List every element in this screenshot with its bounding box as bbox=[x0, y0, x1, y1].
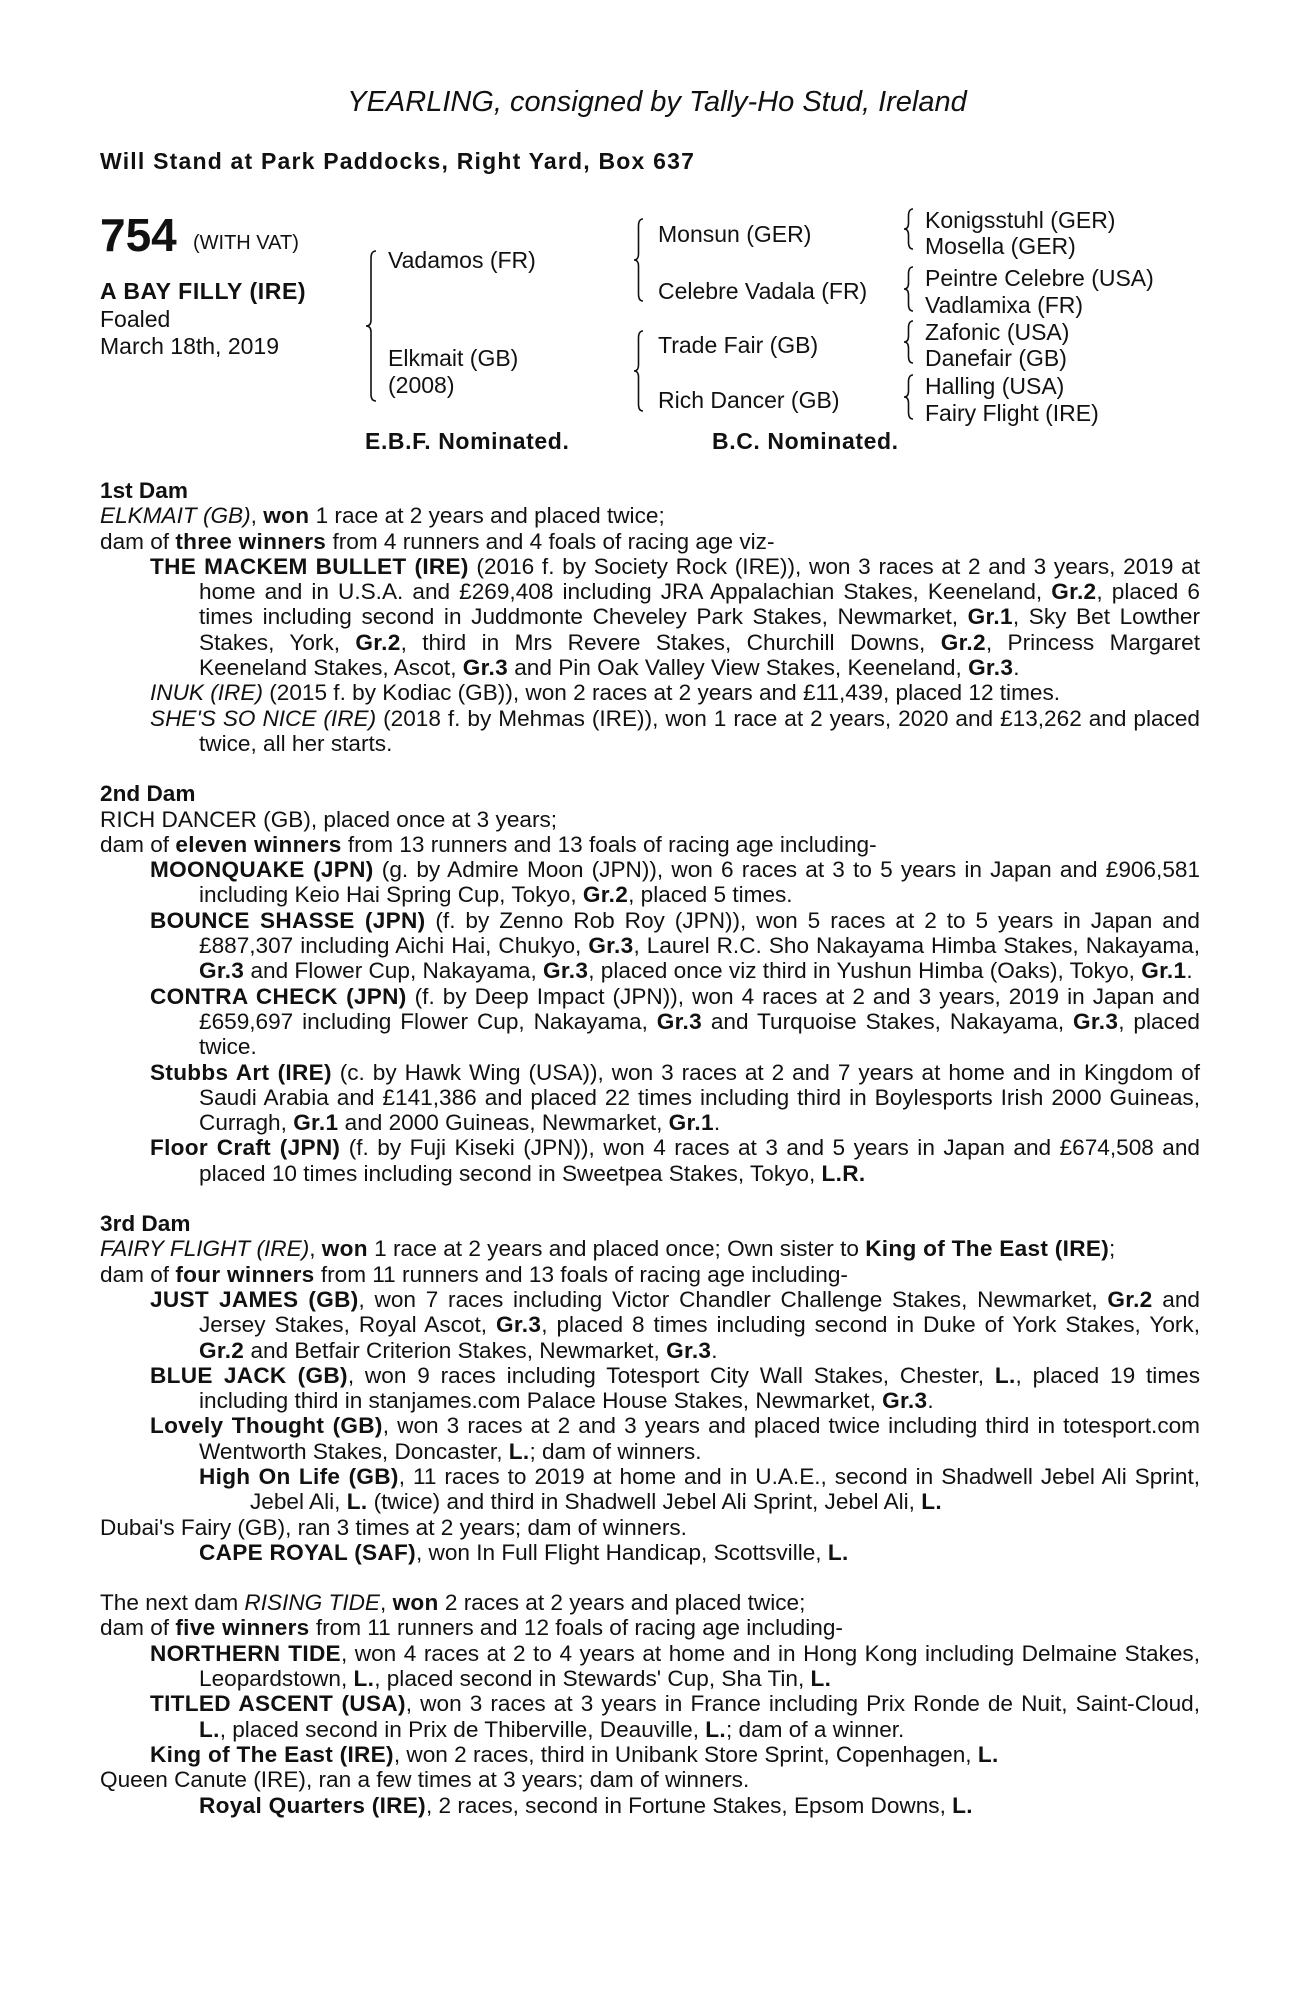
horse-name: A BAY FILLY (IRE) bbox=[100, 278, 307, 304]
progeny-entry bbox=[100, 1262, 1200, 1287]
gen3-ancestor: Vadlamixa (FR) bbox=[925, 292, 1084, 318]
bold-text: THE MACKEM BULLET (IRE) bbox=[150, 553, 469, 579]
bold-text: BLUE JACK (GB) bbox=[150, 1362, 348, 1388]
progeny-entry bbox=[100, 1590, 1200, 1615]
text: and Jersey Stakes, Royal Ascot, bbox=[199, 1286, 1200, 1338]
dam-section bbox=[100, 1211, 1200, 1565]
text: , third in Mrs Revere Stakes, Churchill Downs, bbox=[400, 629, 941, 655]
progeny-entry bbox=[100, 1363, 1200, 1414]
text: , won In Full Flight Handicap, Scottsville, bbox=[415, 1539, 828, 1565]
text: , Sky Bet Lowther Stakes, York, bbox=[199, 604, 1200, 655]
progeny-entry bbox=[100, 554, 1200, 680]
bold-text: L. bbox=[921, 1489, 942, 1515]
text: Dubai's Fairy (GB), ran 3 times at 2 years; dam of winners. bbox=[100, 1514, 687, 1540]
progeny-entry bbox=[100, 1236, 1200, 1261]
progeny-entry bbox=[100, 1540, 1200, 1565]
progeny-entry bbox=[100, 857, 1200, 908]
text: dam of bbox=[100, 528, 176, 554]
bold-text: King of The East (IRE) bbox=[865, 1236, 1110, 1262]
brace-dam-line bbox=[634, 330, 647, 412]
text: from 11 runners and 12 foals of racing age including- bbox=[309, 1615, 843, 1641]
text: , placed twice. bbox=[199, 1008, 1200, 1060]
text: RICH DANCER (GB), placed once at 3 years; bbox=[100, 806, 558, 832]
progeny-entry bbox=[100, 832, 1200, 857]
text: 1 race at 2 years and placed twice; bbox=[309, 503, 665, 529]
text: , placed 6 times including second in Juddmonte Cheveley Park Stakes, Newmarket, bbox=[199, 579, 1200, 630]
text: , Princess Margaret Keeneland Stakes, Ascot, bbox=[199, 629, 1201, 681]
text: (2016 f. by Society Rock (IRE)), won 3 races at 2 and 3 years, 2019 at home and in U.S.A. and £269,408 including JRA Appalachian Stakes, Keeneland, bbox=[199, 553, 1200, 605]
italic-text: ELKMAIT (GB) bbox=[100, 503, 251, 529]
bold-text: High On Life (GB) bbox=[199, 1463, 399, 1489]
brace-gen3 bbox=[904, 320, 917, 364]
progeny-entry bbox=[100, 1641, 1200, 1692]
bold-text: Gr.3 bbox=[666, 1337, 712, 1363]
dam-sire: Trade Fair (GB) bbox=[658, 332, 819, 358]
text: , placed second in Prix de Thiberville, Deauville, bbox=[219, 1716, 706, 1742]
progeny-entry bbox=[100, 1287, 1200, 1363]
progeny-entry bbox=[100, 1464, 1200, 1515]
text: and 2000 Guineas, Newmarket, bbox=[338, 1110, 669, 1136]
text: , bbox=[309, 1236, 322, 1262]
text: . bbox=[1013, 655, 1020, 681]
bold-text: Gr.2 bbox=[355, 629, 401, 655]
text: and Pin Oak Valley View Stakes, Keeneland, bbox=[507, 655, 969, 681]
text: . bbox=[711, 1337, 718, 1363]
text: . bbox=[713, 1110, 721, 1136]
progeny-entry bbox=[100, 1615, 1200, 1640]
bold-text: Gr.3 bbox=[543, 958, 589, 984]
text: dam of bbox=[100, 1261, 176, 1287]
text: (2015 f. by Kodiac (GB)), won 2 races at 2 years and £11,439, placed 12 times. bbox=[262, 680, 1061, 706]
text: . bbox=[927, 1388, 934, 1414]
text: (f. by Zenno Rob Roy (JPN)), won 5 races at 2 to 5 years in Japan and £887,307 including Aichi Hai, Chukyo, bbox=[199, 907, 1201, 959]
bold-text: Lovely Thought (GB) bbox=[150, 1413, 383, 1439]
bold-text: L. bbox=[827, 1539, 849, 1565]
bold-text: Gr.2 bbox=[582, 882, 629, 908]
bold-text: Gr.2 bbox=[940, 629, 986, 655]
text: from 13 runners and 13 foals of racing age including- bbox=[341, 831, 877, 857]
brace-sire-dam bbox=[366, 250, 380, 402]
text: , 2 races, second in Fortune Stakes, Epsom Downs, bbox=[425, 1792, 953, 1818]
text: Queen Canute (IRE), ran a few times at 3 years; dam of winners. bbox=[100, 1767, 750, 1793]
text: and Turquoise Stakes, Nakayama, bbox=[701, 1008, 1074, 1034]
text: , won 3 races at 3 years in France including Prix Ronde de Nuit, Saint-Cloud, bbox=[405, 1691, 1201, 1717]
section-heading: 1st Dam bbox=[100, 478, 188, 503]
text: , placed second in Stewards' Cup, Sha Tin, bbox=[374, 1666, 811, 1692]
italic-text: INUK (IRE) bbox=[150, 680, 263, 706]
bold-text: five winners bbox=[175, 1615, 310, 1641]
vat-note: (WITH VAT) bbox=[193, 232, 299, 254]
sire-sire: Monsun (GER) bbox=[658, 221, 812, 247]
gen3-ancestor: Danefair (GB) bbox=[925, 345, 1067, 371]
bc-nominated: B.C. Nominated. bbox=[712, 428, 899, 454]
gen3-ancestor: Zafonic (USA) bbox=[925, 319, 1070, 345]
progeny-entry bbox=[100, 503, 1200, 528]
brace-gen3 bbox=[904, 374, 917, 420]
text: . bbox=[1186, 958, 1193, 984]
bold-text: MOONQUAKE (JPN) bbox=[150, 857, 374, 883]
text: , placed once viz third in Yushun Himba (Oaks), Tokyo, bbox=[588, 958, 1142, 984]
gen3-ancestor: Peintre Celebre (USA) bbox=[925, 265, 1154, 291]
dam-year: (2008) bbox=[388, 372, 455, 398]
text: 1 race at 2 years and placed once; Own sister to bbox=[367, 1236, 866, 1262]
bold-text: Royal Quarters (IRE) bbox=[199, 1792, 426, 1818]
foaled-label: Foaled bbox=[100, 306, 171, 332]
text: ; dam of winners. bbox=[529, 1438, 702, 1464]
text: (g. by Admire Moon (JPN)), won 6 races at 3 to 5 years in Japan and £906,581 including Keio Hai Spring Cup, Tokyo, bbox=[199, 857, 1201, 908]
italic-text: SHE'S SO NICE (IRE) bbox=[150, 705, 377, 731]
text: , placed 19 times including third in stanjames.com Palace House Stakes, Newmarket, bbox=[199, 1362, 1200, 1414]
text: (twice) and third in Shadwell Jebel Ali Sprint, Jebel Ali, bbox=[367, 1489, 922, 1515]
bold-text: NORTHERN TIDE bbox=[150, 1640, 341, 1666]
progeny-entry bbox=[100, 908, 1200, 984]
text: 2 races at 2 years and placed twice; bbox=[438, 1590, 806, 1616]
italic-text: FAIRY FLIGHT (IRE) bbox=[100, 1236, 310, 1262]
bold-text: four winners bbox=[175, 1261, 315, 1287]
bold-text: Gr.2 bbox=[1107, 1286, 1153, 1312]
foaled-date: March 18th, 2019 bbox=[100, 333, 280, 359]
bold-text: Gr.3 bbox=[462, 655, 508, 681]
bold-text: L. bbox=[508, 1438, 530, 1464]
bold-text: King of The East (IRE) bbox=[150, 1741, 394, 1767]
text: (2018 f. by Mehmas (IRE)), won 1 race at 2 years, 2020 and £13,262 and placed twice, all her starts. bbox=[199, 705, 1200, 756]
gen3-ancestor: Fairy Flight (IRE) bbox=[925, 400, 1099, 426]
bold-text: L. bbox=[353, 1666, 375, 1692]
progeny-entry bbox=[100, 1793, 1200, 1818]
bold-text: Gr.2 bbox=[199, 1337, 245, 1363]
brace-sire-line bbox=[634, 218, 647, 302]
bold-text: Gr.1 bbox=[1141, 958, 1187, 984]
gen3-ancestor: Mosella (GER) bbox=[925, 233, 1076, 259]
dam: Elkmait (GB) bbox=[388, 345, 519, 371]
brace-gen3 bbox=[904, 266, 917, 312]
gen3-ancestor: Halling (USA) bbox=[925, 373, 1065, 399]
text: from 4 runners and 4 foals of racing age viz- bbox=[326, 528, 775, 554]
sire: Vadamos (FR) bbox=[388, 247, 536, 273]
section-heading: 3rd Dam bbox=[100, 1211, 191, 1237]
bold-text: Stubbs Art (IRE) bbox=[150, 1059, 332, 1085]
lot-number: 754 bbox=[100, 209, 177, 261]
dam-section bbox=[100, 781, 1200, 1186]
bold-text: L. bbox=[952, 1792, 973, 1818]
text: and Flower Cup, Nakayama, bbox=[244, 958, 544, 984]
bold-text: JUST JAMES (GB) bbox=[150, 1286, 359, 1312]
text: , bbox=[380, 1590, 393, 1616]
dam-section bbox=[100, 1590, 1200, 1818]
progeny-entry bbox=[100, 680, 1200, 705]
progeny-entry bbox=[100, 1060, 1200, 1136]
text: , won 2 races, third in Unibank Store Sprint, Copenhagen, bbox=[393, 1741, 978, 1767]
dam-section bbox=[100, 478, 1200, 756]
progeny-entry bbox=[100, 1691, 1200, 1742]
bold-text: L.R. bbox=[821, 1160, 866, 1186]
text: from 11 runners and 13 foals of racing age including- bbox=[314, 1261, 848, 1287]
text: , 11 races to 2019 at home and in U.A.E., second in Shadwell Jebel Ali Sprint, Jebel Ali, bbox=[250, 1463, 1200, 1515]
text: , placed 8 times including second in Duke of York Stakes, York, bbox=[541, 1312, 1200, 1338]
bold-text: Gr.1 bbox=[293, 1110, 339, 1136]
bold-text: Gr.3 bbox=[199, 958, 245, 984]
catalogue-title: YEARLING, consigned by Tally-Ho Stud, Ireland bbox=[347, 86, 967, 118]
ebf-nominated: E.B.F. Nominated. bbox=[365, 428, 570, 454]
progeny-entry bbox=[100, 706, 1200, 757]
text: , won 3 races at 2 and 3 years and placed twice including third in totesport.com Wentworth Stakes, Doncaster, bbox=[199, 1413, 1200, 1464]
bold-text: Gr.2 bbox=[1051, 579, 1097, 605]
bold-text: won bbox=[392, 1590, 439, 1616]
brace-gen3 bbox=[904, 208, 917, 250]
text: , won 4 races at 2 to 4 years at home and in Hong Kong including Delmaine Stakes, Leopardstown, bbox=[199, 1640, 1201, 1692]
text: ; dam of a winner. bbox=[725, 1716, 905, 1742]
progeny-entry bbox=[100, 1135, 1200, 1186]
bold-text: Floor Craft (JPN) bbox=[150, 1135, 341, 1161]
text: ; bbox=[1109, 1236, 1116, 1262]
bold-text: Gr.1 bbox=[967, 604, 1013, 630]
progeny-entry bbox=[100, 1742, 1200, 1767]
section-heading: 2nd Dam bbox=[100, 781, 196, 807]
bold-text: Gr.1 bbox=[668, 1110, 714, 1136]
bold-text: won bbox=[263, 503, 310, 529]
bold-text: Gr.3 bbox=[496, 1312, 542, 1338]
bold-text: L. bbox=[346, 1489, 368, 1515]
text: The next dam bbox=[100, 1590, 245, 1616]
text: and Betfair Criterion Stakes, Newmarket, bbox=[244, 1337, 667, 1363]
bold-text: L. bbox=[994, 1362, 1016, 1388]
progeny-entry bbox=[100, 529, 1200, 554]
text: , won 7 races including Victor Chandler Challenge Stakes, Newmarket, bbox=[358, 1286, 1108, 1312]
text: dam of bbox=[100, 1615, 176, 1641]
bold-text: won bbox=[321, 1236, 368, 1262]
progeny-entry bbox=[100, 807, 1200, 832]
bold-text: Gr.3 bbox=[588, 933, 634, 959]
text: (c. by Hawk Wing (USA)), won 3 races at 2 and 7 years at home and in Kingdom of Saudi Arabia and £141,386 and placed 22 times including third in Boylesports Irish 2000 Guineas, Curragh, bbox=[199, 1059, 1200, 1136]
bold-text: BOUNCE SHASSE (JPN) bbox=[150, 907, 426, 933]
progeny-entry bbox=[100, 1767, 1200, 1792]
bold-text: Gr.3 bbox=[882, 1388, 928, 1414]
text: , Laurel R.C. Sho Nakayama Himba Stakes, Nakayama, bbox=[633, 933, 1200, 959]
progeny-entry bbox=[100, 1413, 1200, 1464]
bold-text: three winners bbox=[175, 528, 327, 554]
text: , won 9 races including Totesport City Wall Stakes, Chester, bbox=[347, 1362, 995, 1388]
text: (f. by Deep Impact (JPN)), won 4 races at 2 and 3 years, 2019 in Japan and £659,697 including Flower Cup, Nakayama, bbox=[199, 983, 1200, 1034]
bold-text: Gr.3 bbox=[968, 655, 1014, 681]
bold-text: L. bbox=[705, 1716, 726, 1742]
progeny-entry bbox=[100, 984, 1200, 1060]
text: dam of bbox=[100, 831, 176, 857]
text: , bbox=[250, 503, 264, 529]
bold-text: L. bbox=[810, 1666, 832, 1692]
bold-text: TITLED ASCENT (USA) bbox=[150, 1691, 406, 1717]
sire-dam: Celebre Vadala (FR) bbox=[658, 278, 868, 304]
bold-text: Gr.3 bbox=[1073, 1008, 1119, 1034]
bold-text: eleven winners bbox=[175, 831, 342, 857]
text: (f. by Fuji Kiseki (JPN)), won 4 races at 3 and 5 years in Japan and £674,508 and placed 10 times including second in Sweetpea Stakes, Tokyo, bbox=[199, 1135, 1201, 1186]
bold-text: CONTRA CHECK (JPN) bbox=[150, 983, 407, 1009]
bold-text: L. bbox=[199, 1716, 220, 1742]
stand-location: Will Stand at Park Paddocks, Right Yard, Box 637 bbox=[100, 148, 696, 174]
dam-dam: Rich Dancer (GB) bbox=[658, 387, 840, 413]
progeny-entry bbox=[100, 1515, 1200, 1540]
text: , placed 5 times. bbox=[628, 882, 793, 908]
gen3-ancestor: Konigsstuhl (GER) bbox=[925, 207, 1116, 233]
catalogue-page-body bbox=[100, 478, 1200, 1818]
bold-text: CAPE ROYAL (SAF) bbox=[199, 1539, 416, 1565]
italic-text: RISING TIDE bbox=[244, 1590, 380, 1616]
bold-text: L. bbox=[977, 1741, 999, 1767]
bold-text: Gr.3 bbox=[656, 1008, 702, 1034]
